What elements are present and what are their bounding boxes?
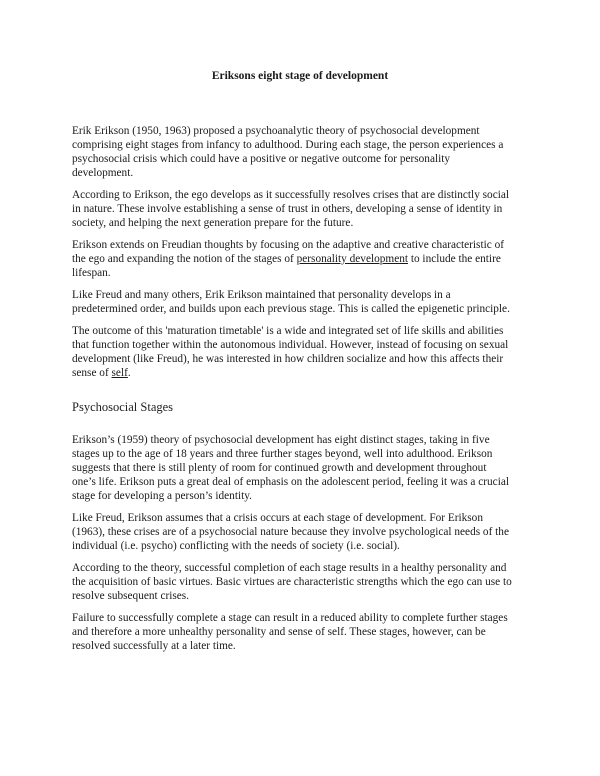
text-line: Like Freud and many others, Erik Erikson maintained that personality develops in a xyxy=(72,289,451,301)
text-line: The outcome of this 'maturation timetable' is a wide and integrated set of life skills and abilities xyxy=(72,325,504,337)
paragraph-intro-4 xyxy=(72,288,528,316)
text-line: lifespan. xyxy=(72,267,111,279)
text-line: comprising eight stages from infancy to adulthood. During each stage, the person experiences a xyxy=(72,139,504,151)
text-segment: to include the entire xyxy=(408,253,501,265)
document-title: Eriksons eight stage of development xyxy=(211,70,389,82)
text-line: one’s life. Erikson puts a great deal of emphasis on the adolescent period, feeling it was a crucial xyxy=(72,476,509,488)
text-line: Erikson’s (1959) theory of psychosocial development has eight distinct stages, taking in five xyxy=(72,434,490,446)
paragraph-intro-5 xyxy=(72,324,528,380)
text-line: stages up to the age of 18 years and three further stages beyond, well into adulthood. Erikson xyxy=(72,448,493,460)
text-line: (1963), these crises are of a psychosocial nature because they involve psychological needs of the xyxy=(72,526,509,538)
paragraph-intro-1 xyxy=(72,124,528,180)
text-line: Erikson extends on Freudian thoughts by focusing on the adaptive and creative characteristic of xyxy=(72,239,504,251)
section-heading-psychosocial-stages: Psychosocial Stages xyxy=(72,400,174,414)
text-line: resolve subsequent crises. xyxy=(72,590,190,602)
text-line: in nature. These involve establishing a sense of trust in others, developing a sense of identity in xyxy=(72,203,503,215)
text-line-with-link xyxy=(72,252,528,266)
text-line: stage for developing a person’s identity. xyxy=(72,490,252,502)
text-line: resolved successfully at a later time. xyxy=(72,640,236,652)
text-segment: . xyxy=(127,367,131,379)
personality-development-link[interactable]: personality development xyxy=(296,253,408,265)
text-line: the acquisition of basic virtues. Basic virtues are characteristic strengths which the ego can use to xyxy=(72,576,512,588)
paragraph-intro-3 xyxy=(72,238,528,280)
text-line: Failure to successfully complete a stage can result in a reduced ability to complete further stages xyxy=(72,612,508,624)
text-line: society, and helping the next generation prepare for the future. xyxy=(72,217,354,229)
text-line: development. xyxy=(72,167,134,179)
text-line: individual (i.e. psycho) conflicting with the needs of society (i.e. social). xyxy=(72,540,400,552)
text-segment: the ego and expanding the notion of the stages of xyxy=(72,253,297,265)
paragraph-stages-1 xyxy=(72,433,528,503)
text-line: that function together within the autonomous individual. However, instead of focusing on sexual xyxy=(72,339,509,351)
text-line: and therefore a more unhealthy personality and sense of self. These stages, however, can be xyxy=(72,626,486,638)
text-line: psychosocial crisis which could have a positive or negative outcome for personality xyxy=(72,153,451,165)
text-line: predetermined order, and builds upon each previous stage. This is called the epigenetic principle. xyxy=(72,303,510,315)
text-segment: sense of xyxy=(72,367,112,379)
paragraph-stages-3 xyxy=(72,561,528,603)
text-line-with-link xyxy=(72,366,528,380)
paragraph-stages-4 xyxy=(72,611,528,653)
paragraph-intro-2 xyxy=(72,188,528,230)
text-line: suggests that there is still plenty of room for continued growth and development throughout xyxy=(72,462,487,474)
text-line: According to the theory, successful completion of each stage results in a healthy personality and xyxy=(72,562,507,574)
text-line: Erik Erikson (1950, 1963) proposed a psychoanalytic theory of psychosocial development xyxy=(72,125,480,137)
text-line: development (like Freud), he was interested in how children socialize and how this affects their xyxy=(72,353,504,365)
self-link[interactable]: self xyxy=(111,367,128,379)
text-line: Like Freud, Erikson assumes that a crisis occurs at each stage of development. For Erikson xyxy=(72,512,483,524)
paragraph-stages-2 xyxy=(72,511,528,553)
text-line: According to Erikson, the ego develops as it successfully resolves crises that are distinctly social xyxy=(72,189,510,201)
